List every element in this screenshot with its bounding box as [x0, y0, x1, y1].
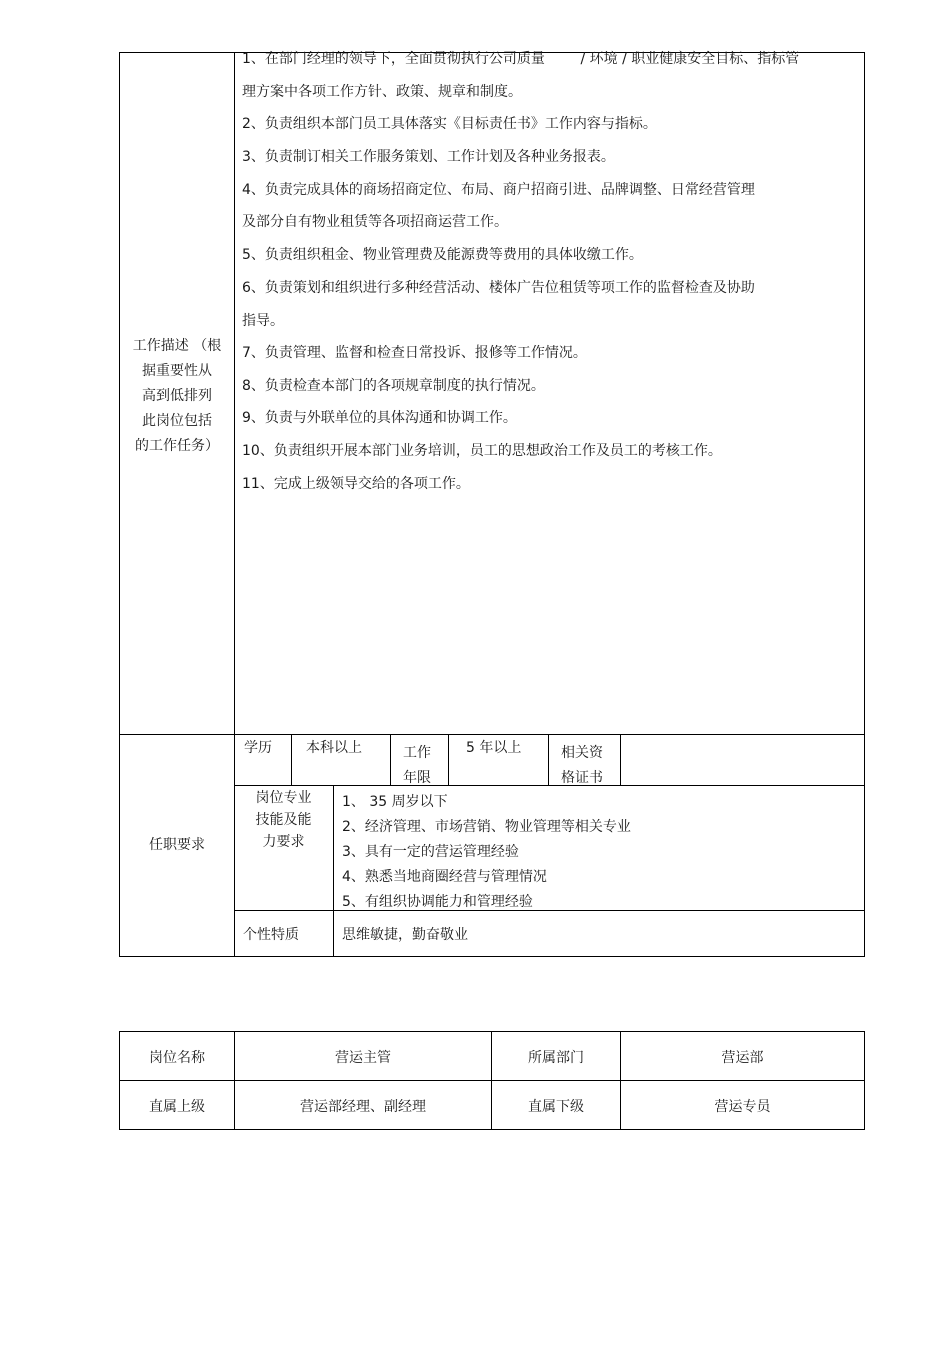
subordinate-value: 营运专员 [714, 1099, 771, 1115]
table-border-bottom [119, 956, 865, 957]
requirements-label: 任职要求 [149, 837, 205, 853]
skill-item: 4、熟悉当地商圈经营与管理情况 [342, 869, 547, 885]
superior-value: 营运部经理、副经理 [300, 1099, 426, 1115]
table-border-left [119, 52, 120, 957]
personality-label: 个性特质 [243, 927, 299, 943]
duty-line: 8、负责检查本部门的各项规章制度的执行情况。 [242, 378, 545, 394]
col-divider [620, 1031, 621, 1130]
duty-line: 10、负责组织开展本部门业务培训，员工的思想政治工作及员工的考核工作。 [242, 443, 722, 459]
duty-line: 2、负责组织本部门员工具体落实《目标责任书》工作内容与指标。 [242, 116, 657, 132]
skills-list [342, 790, 631, 915]
experience-label [403, 741, 431, 791]
label-line: 工作 [403, 745, 431, 761]
col-divider [620, 734, 621, 785]
skill-item: 5、有组织协调能力和管理经验 [342, 894, 533, 910]
education-value: 本科以上 [306, 740, 362, 756]
experience-value: 5 年以上 [466, 740, 522, 756]
table-border-right [864, 1031, 865, 1130]
col-divider [491, 1031, 492, 1130]
duty-line: 6、负责策划和组织进行多种经营活动、楼体广告位租赁等项工作的监督检查及协助 [242, 280, 755, 296]
duty-line: 指导。 [242, 313, 284, 329]
personality-value: 思维敏捷，勤奋敬业 [342, 927, 468, 943]
row-divider-education [234, 785, 865, 786]
duty-line: 1、在部门经理的领导下，全面贯彻执行公司质量 / 环境 / 职业健康安全目标、指标管 [242, 51, 800, 67]
label-line: 岗位专业 [255, 790, 312, 806]
label-line: 相关资 [561, 745, 603, 761]
table-border-right [864, 52, 865, 957]
duty-line: 11、完成上级领导交给的各项工作。 [242, 476, 470, 492]
col-divider [548, 734, 549, 785]
table-border-top [119, 1031, 865, 1032]
label-line: 技能及能 [255, 812, 312, 828]
education-label: 学历 [244, 740, 272, 756]
col-divider [234, 1031, 235, 1130]
department-value: 营运部 [721, 1050, 764, 1066]
col-divider [291, 734, 292, 785]
label-line: 工作描述 （根 [132, 338, 222, 354]
section-divider [119, 734, 865, 735]
col-divider [390, 734, 391, 785]
skill-item: 2、经济管理、市场营销、物业管理等相关专业 [342, 819, 631, 835]
label-line: 格证书 [561, 770, 603, 786]
col-divider [333, 785, 334, 956]
job-description-label [121, 334, 233, 459]
label-line: 此岗位包括 [142, 413, 212, 429]
col-divider [448, 734, 449, 785]
skill-item: 3、具有一定的营运管理经验 [342, 844, 519, 860]
label-line: 高到低排列 [142, 388, 212, 404]
department-label: 所属部门 [528, 1050, 584, 1066]
label-line: 据重要性从 [142, 363, 212, 379]
duty-line: 3、负责制订相关工作服务策划、工作计划及各种业务报表。 [242, 149, 615, 165]
position-name-value: 营运主管 [335, 1050, 391, 1066]
row-divider [119, 1080, 865, 1081]
certificate-label [561, 741, 603, 791]
label-line: 力要求 [262, 834, 305, 850]
table-border-left [119, 1031, 120, 1130]
superior-label: 直属上级 [149, 1099, 205, 1115]
duty-line: 5、负责组织租金、物业管理费及能源费等费用的具体收缴工作。 [242, 247, 643, 263]
skill-item: 1、 35 周岁以下 [342, 794, 448, 810]
duty-line: 理方案中各项工作方针、政策、规章和制度。 [242, 84, 522, 100]
table-border-bottom [119, 1129, 865, 1130]
duty-line: 及部分自有物业租赁等各项招商运营工作。 [242, 214, 508, 230]
duty-line: 9、负责与外联单位的具体沟通和协调工作。 [242, 410, 517, 426]
duty-line: 7、负责管理、监督和检查日常投诉、报修等工作情况。 [242, 345, 587, 361]
label-line: 的工作任务） [135, 438, 219, 454]
label-line: 年限 [403, 770, 431, 786]
subordinate-label: 直属下级 [528, 1099, 584, 1115]
position-name-label: 岗位名称 [149, 1050, 205, 1066]
duty-line: 4、负责完成具体的商场招商定位、布局、商户招商引进、品牌调整、日常经营管理 [242, 182, 755, 198]
skills-label [235, 787, 332, 853]
